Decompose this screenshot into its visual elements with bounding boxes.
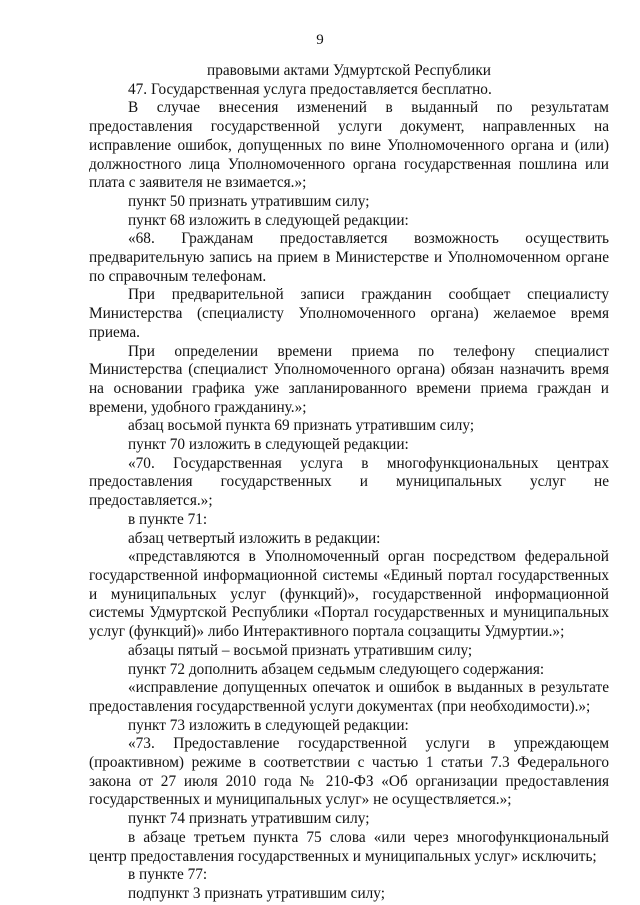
paragraph-22: в пункте 77: <box>128 866 208 884</box>
page-number: 9 <box>316 32 324 48</box>
paragraph-2: 47. Государственная услуга предоставляется бесплатно. <box>128 80 492 98</box>
paragraph-13: абзац четвертый изложить в редакции: <box>128 529 381 547</box>
document-body <box>89 62 609 904</box>
paragraph-16: пункт 72 дополнить абзацем седьмым следующего содержания: <box>128 660 545 678</box>
paragraph-5: пункт 68 изложить в следующей редакции: <box>128 211 409 229</box>
paragraph-20: пункт 74 признать утратившим силу; <box>128 810 370 828</box>
paragraph-19: «73. Предоставление государственной услуги в упреждающем (проактивном) режиме в соответствии с частью 1 статьи 7.3 Федерального закона от 27 июля 2010 года № 210-ФЗ «Об организации предоставления государственных и муниципальных услуг» не осуществляется.»; <box>89 735 609 809</box>
paragraph-4: пункт 50 признать утратившим силу; <box>128 192 370 210</box>
paragraph-15: абзацы пятый – восьмой признать утратившим силу; <box>128 641 473 659</box>
paragraph-17: «исправление допущенных опечаток и ошибок в выданных в результате предоставления государственной услуги документах (при необходимости).»; <box>89 679 609 715</box>
paragraph-6: «68. Гражданам предоставляется возможность осуществить предварительную запись на прием в Министерстве и Уполномоченном органе по справочным телефонам. <box>89 230 609 285</box>
paragraph-14: «представляются в Уполномоченный орган посредством федеральной государственной информационной системы «Единый портал государственных и муниципальных услуг (функций)», государственной информационной системы Удмуртской Республики «Портал государственных и муниципальных услуг (функций)» либо Интерактивного портала соцзащиты Удмуртии.»; <box>89 548 609 641</box>
paragraph-12: в пункте 71: <box>128 510 208 528</box>
paragraph-23: подпункт 3 признать утратившим силу; <box>128 884 385 902</box>
paragraph-18: пункт 73 изложить в следующей редакции: <box>128 716 409 734</box>
paragraph-1: правовыми актами Удмуртской Республики <box>207 62 491 79</box>
paragraph-3: В случае внесения изменений в выданный по результатам предоставления государственной услуги документ, направленных на исправление ошибок, допущенных по вине Уполномоченного органа и (или) должностного лица Уполномоченного органа государственная пошлина или плата с заявителя не взимается.»; <box>89 99 609 192</box>
paragraph-8: При определении времени приема по телефону специалист Министерства (специалист Уполномоченного органа) обязан назначить время на основании графика уже запланированного времени приема граждан и времени, удобного гражданину.»; <box>89 342 609 416</box>
paragraph-7: При предварительной записи гражданин сообщает специалисту Министерства (специалисту Уполномоченного органа) желаемое время приема. <box>89 286 609 341</box>
paragraph-11: «70. Государственная услуга в многофункциональных центрах предоставления государственных и муниципальных услуг не предоставляется.»; <box>89 454 609 510</box>
paragraph-10: пункт 70 изложить в следующей редакции: <box>128 436 409 454</box>
paragraph-21: в абзаце третьем пункта 75 слова «или через многофункциональный центр предоставления государственных и муниципальных услуг» исключить; <box>89 828 609 865</box>
paragraph-9: абзац восьмой пункта 69 признать утратившим силу; <box>128 417 475 435</box>
